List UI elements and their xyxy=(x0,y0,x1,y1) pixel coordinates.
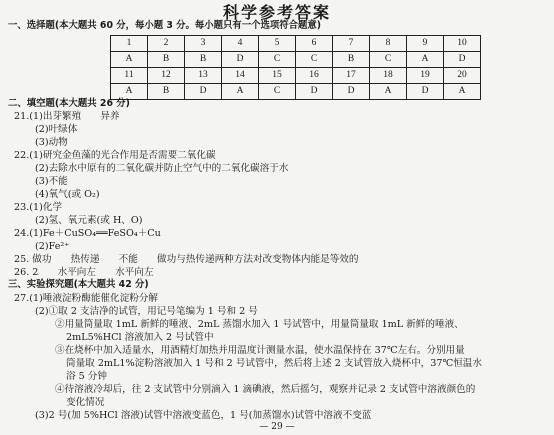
table-cell: A xyxy=(444,84,481,100)
table-cell: D xyxy=(296,84,333,100)
table-cell: B xyxy=(148,84,185,100)
table-cell: 13 xyxy=(185,68,222,84)
answer-line: 2mL5%HCl 溶液加入 2 号试管中 xyxy=(66,332,214,343)
table-cell: 18 xyxy=(370,68,407,84)
answer-line: 21.(1)出芽繁殖 异养 xyxy=(14,111,120,122)
table-cell: B xyxy=(333,52,370,68)
table-cell: 7 xyxy=(333,36,370,52)
table-cell: 5 xyxy=(259,36,296,52)
table-row xyxy=(111,36,481,52)
answer-line: (4)氧气(或 O₂) xyxy=(35,189,100,200)
table-cell: B xyxy=(185,52,222,68)
section2-heading: 二、填空题(本大题共 26 分) xyxy=(8,98,130,109)
page-number: — 29 — xyxy=(259,422,295,432)
table-row xyxy=(111,68,481,84)
table-cell: C xyxy=(296,52,333,68)
answer-line: ③在烧杯中加入适量水，用酒精灯加热并用温度计测量水温，使水温保持在 37℃左右。分别用量 xyxy=(55,345,465,356)
section3-heading: 三、实验探究题(本大题共 42 分) xyxy=(8,279,149,290)
answer-line: (2)Fe²⁺ xyxy=(35,241,70,252)
answer-line: (3)不能 xyxy=(35,176,68,187)
table-cell: D xyxy=(444,52,481,68)
section1-heading: 一、选择题(本大题共 60 分，每小题 3 分。每小题只有一个选项符合题意) xyxy=(8,20,322,31)
table-cell: 10 xyxy=(444,36,481,52)
table-cell: 15 xyxy=(259,68,296,84)
table-cell: D xyxy=(185,84,222,100)
answer-line: ②用量筒量取 1mL 新鲜的唾液、2mL 蒸馏水加入 1 号试管中，用量筒量取 1mL 新鲜的唾液、 xyxy=(55,319,464,330)
answer-line: (3)2 号(加 5%HCl 溶液)试管中溶液变蓝色，1 号(加蒸馏水)试管中溶液不变蓝 xyxy=(35,410,372,421)
table-cell: 8 xyxy=(370,36,407,52)
table-cell: C xyxy=(259,52,296,68)
answer-line: 26. 2 水平向左 水平向左 xyxy=(14,267,154,278)
table-cell: A xyxy=(370,84,407,100)
table-cell: A xyxy=(111,84,148,100)
answer-line: (3)动物 xyxy=(35,137,68,148)
table-cell: 4 xyxy=(222,36,259,52)
answer-line: 22.(1)研究金鱼藻的光合作用是否需要二氧化碳 xyxy=(14,150,216,161)
table-cell: 1 xyxy=(111,36,148,52)
table-cell: 19 xyxy=(407,68,444,84)
table-cell: C xyxy=(370,52,407,68)
table-cell: D xyxy=(333,84,370,100)
table-cell: A xyxy=(111,52,148,68)
table-cell: 17 xyxy=(333,68,370,84)
answer-line: ④待溶液冷却后，往 2 支试管中分别滴入 1 滴碘液，然后摇匀，观察并记录 2 支试管中溶液颜色的 xyxy=(55,384,476,395)
answer-line: (2)去除水中原有的二氧化碳并防止空气中的二氧化碳溶于水 xyxy=(35,163,289,174)
table-cell: 12 xyxy=(148,68,185,84)
page-title: 科学参考答案 xyxy=(222,3,331,22)
table-row xyxy=(111,84,481,100)
table-cell: 20 xyxy=(444,68,481,84)
table-cell: 2 xyxy=(148,36,185,52)
table-cell: 14 xyxy=(222,68,259,84)
table-cell: 9 xyxy=(407,36,444,52)
answer-line: 筒量取 2mL1%淀粉溶液加入 1 号和 2 号试管中，然后将上述 2 支试管放入烧杯中，37℃恒温水 xyxy=(66,358,482,369)
table-cell: A xyxy=(222,84,259,100)
answer-line: (2)氢、氧元素(或 H、O) xyxy=(35,215,143,226)
answer-line: (2)叶绿体 xyxy=(35,124,78,135)
table-cell: A xyxy=(407,52,444,68)
answer-line: 24.(1)Fe＋CuSO₄══FeSO₄＋Cu xyxy=(14,228,161,239)
answer-line: 23.(1)化学 xyxy=(14,202,63,213)
table-cell: B xyxy=(148,52,185,68)
table-cell: 16 xyxy=(296,68,333,84)
table-cell: D xyxy=(407,84,444,100)
answer-line: 25. 做功 热传递 不能 做功与热传递两种方法对改变物体内能是等效的 xyxy=(14,254,359,265)
table-row xyxy=(111,52,481,68)
table-cell: 3 xyxy=(185,36,222,52)
table-cell: D xyxy=(222,52,259,68)
answer-line: 浴 5 分钟 xyxy=(66,371,107,382)
table-cell: C xyxy=(259,84,296,100)
table-cell: 6 xyxy=(296,36,333,52)
answer-line: 27.(1)唾液淀粉酶能催化淀粉分解 xyxy=(14,293,158,304)
answer-line: (2)①取 2 支洁净的试管，用记号笔编为 1 号和 2 号 xyxy=(35,306,258,317)
answer-table xyxy=(110,35,481,100)
table-cell: 11 xyxy=(111,68,148,84)
answer-line: 变化情况 xyxy=(66,397,105,408)
